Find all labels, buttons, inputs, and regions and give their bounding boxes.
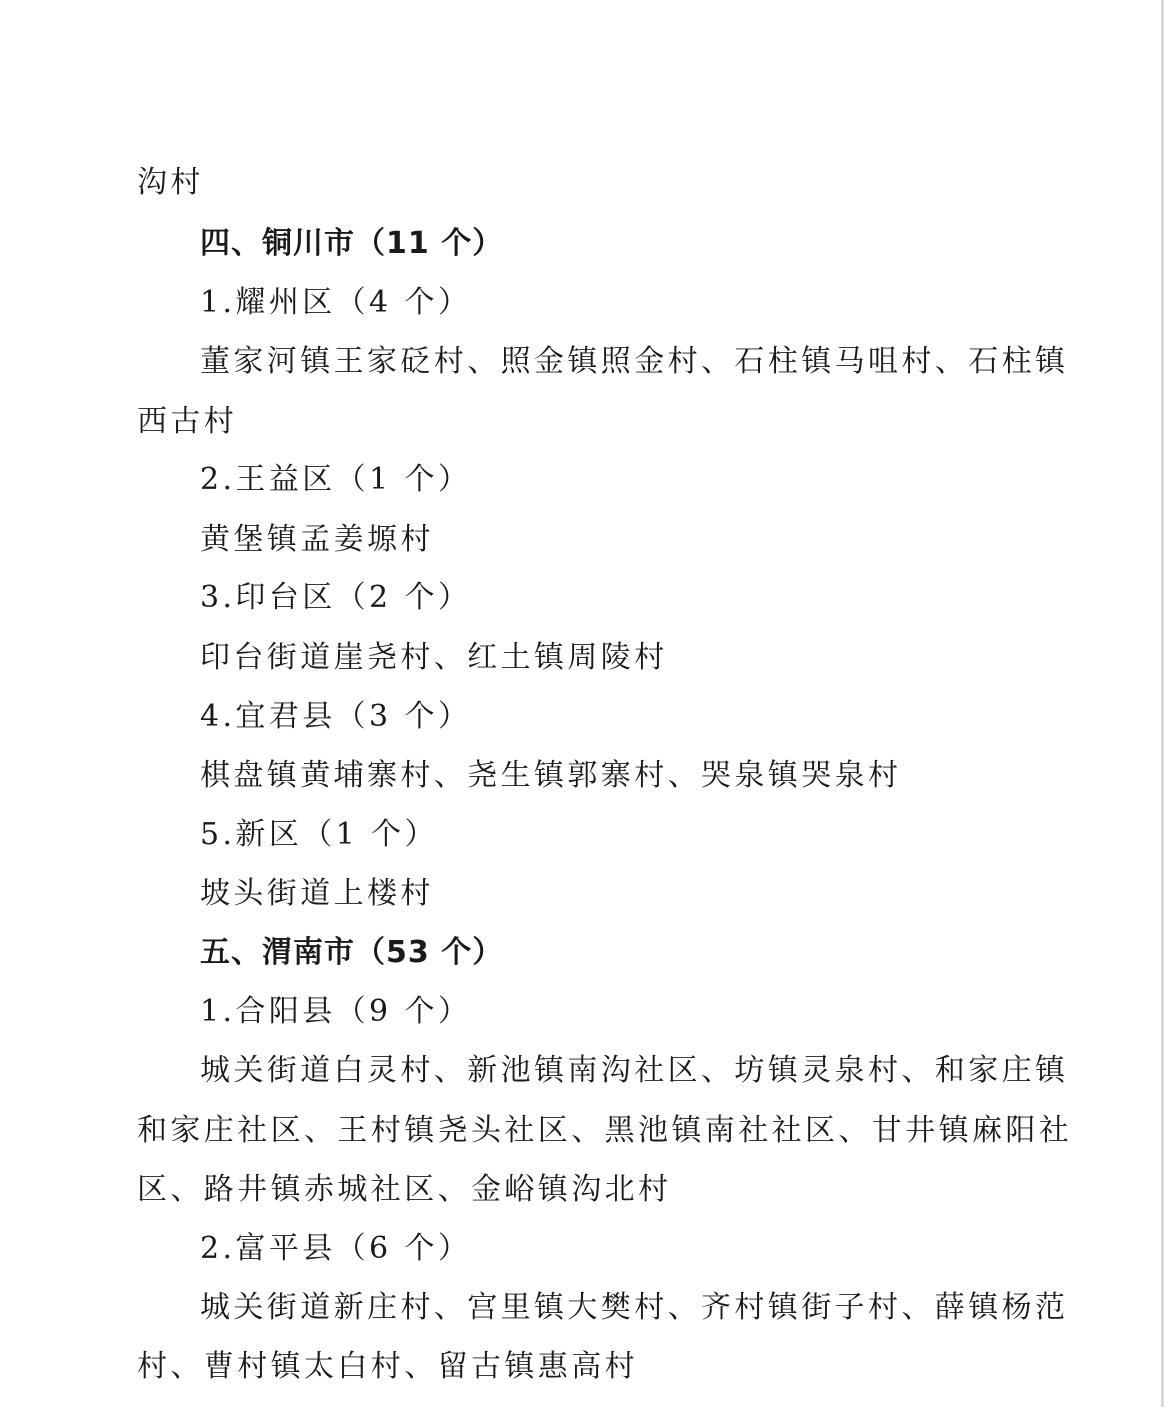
village-list-wangyi: 黄堡镇孟姜塬村 — [200, 522, 434, 557]
district-heading-yijun: 4.宜君县（3 个） — [200, 699, 472, 734]
village-list-heyang: 城关街道白灵村、新池镇南沟社区、坊镇灵泉村、和家庄镇 — [200, 1053, 1069, 1088]
district-heading-heyang: 1.合阳县（9 个） — [200, 994, 472, 1029]
village-list-yijun: 棋盘镇黄埔寨村、尧生镇郭寨村、哭泉镇哭泉村 — [200, 758, 902, 793]
section-heading-tongchuan: 四、铜川市（11 个） — [200, 226, 504, 261]
village-list-fuping-cont: 村、曹村镇太白村、留古镇惠高村 — [137, 1349, 638, 1384]
district-heading-wangyi: 2.王益区（1 个） — [200, 462, 472, 497]
district-heading-yaozhou: 1.耀州区（4 个） — [200, 285, 472, 320]
district-heading-xinqu: 5.新区（1 个） — [200, 817, 438, 852]
section-heading-weinan: 五、渭南市（53 个） — [200, 935, 504, 970]
village-list-yaozhou-cont: 西古村 — [137, 404, 238, 439]
village-list-yintai: 印台街道崖尧村、红土镇周陵村 — [200, 640, 668, 675]
district-heading-yintai: 3.印台区（2 个） — [200, 580, 472, 615]
village-list-xinqu: 坡头街道上楼村 — [200, 876, 434, 911]
continuation-line: 沟村 — [137, 165, 204, 200]
village-list-fuping: 城关街道新庄村、宫里镇大樊村、齐村镇街子村、薛镇杨范 — [200, 1290, 1069, 1325]
village-list-heyang-cont-1: 和家庄社区、王村镇尧头社区、黑池镇南社社区、甘井镇麻阳社 — [137, 1113, 1073, 1148]
village-list-heyang-cont-2: 区、路井镇赤城社区、金峪镇沟北村 — [137, 1172, 672, 1207]
village-list-yaozhou: 董家河镇王家砭村、照金镇照金村、石柱镇马咀村、石柱镇 — [200, 344, 1069, 379]
district-heading-fuping: 2.富平县（6 个） — [200, 1231, 472, 1266]
